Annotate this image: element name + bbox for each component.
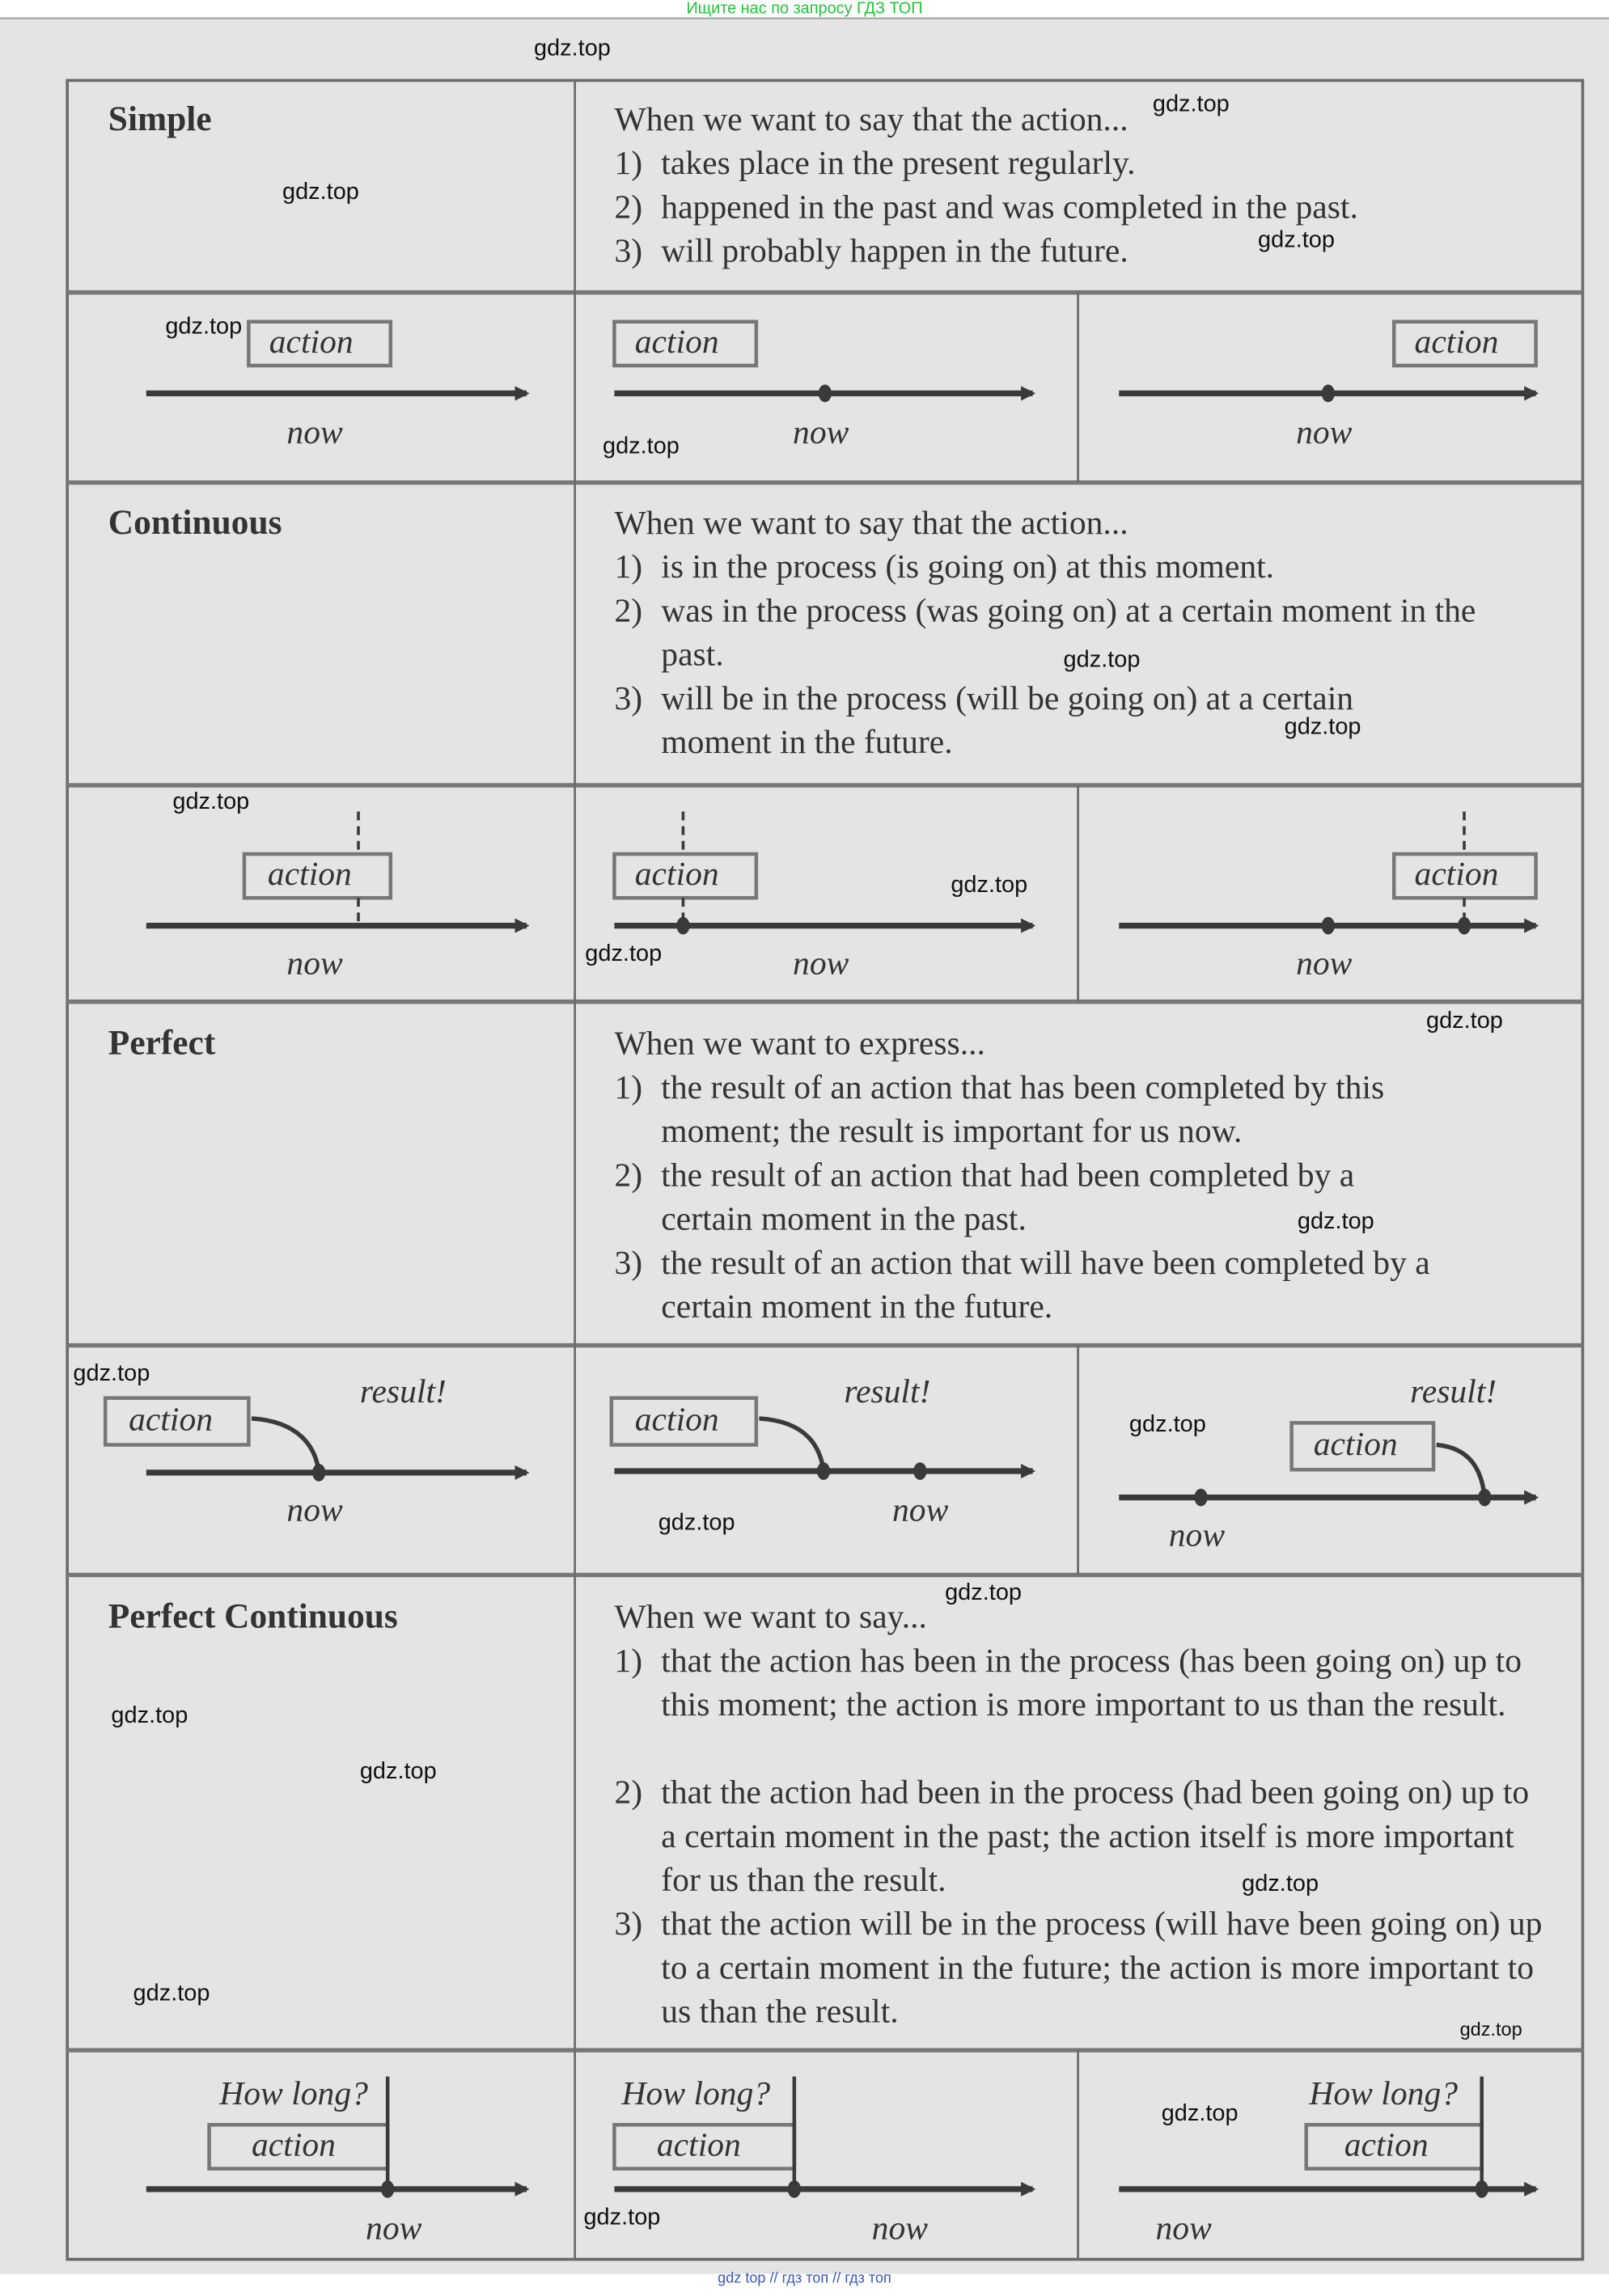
item-number: 1) [614, 548, 643, 586]
section-title-simple: Simple [108, 100, 212, 139]
action-label: action [634, 323, 719, 360]
watermark: gdz.top [658, 1510, 735, 1536]
watermark: gdz.top [602, 434, 680, 459]
continuous-intro: When we want to say that the action... [614, 504, 1128, 542]
watermark: gdz.top [1161, 2101, 1239, 2127]
item-number: 3) [614, 679, 643, 717]
action-label: action [656, 2126, 741, 2163]
watermark: gdz.top [282, 180, 359, 205]
item-number: 1) [614, 145, 643, 182]
action-label: action [1414, 855, 1499, 893]
perfect-continuous-item: that the action has been in the process (has been going on) up to this moment; the action is more important to us than the result. [661, 1642, 1522, 1723]
watermark: gdz.top [1297, 1209, 1374, 1235]
item-number: 2) [614, 1156, 643, 1194]
watermark: gdz.top [1242, 1871, 1319, 1897]
simple-item: takes place in the present regularly. [661, 145, 1136, 182]
section-title-continuous: Continuous [108, 504, 282, 543]
result-curves [252, 1419, 1484, 1498]
now-label: now [1296, 945, 1353, 982]
continuous-item: will be in the process (will be going on) at a certain moment in the future. [661, 679, 1354, 761]
watermark: gdz.top [111, 1703, 188, 1729]
watermark: gdz.top [1152, 91, 1230, 117]
result-label: result! [1410, 1372, 1497, 1410]
simple-item: will probably happen in the future. [661, 232, 1128, 269]
perfect-continuous-item: that the action had been in the process (had been going on) up to a certain moment in the past; the action itself is more important for us than the result. [661, 1774, 1530, 1899]
item-number: 1) [614, 1642, 643, 1679]
action-label: action [634, 1401, 719, 1438]
perfect-item: the result of an action that has been completed by this moment; the result is important for us now. [661, 1068, 1385, 1150]
footer-links[interactable]: gdz top // гдз топ // гдз топ [718, 2271, 891, 2288]
now-label: now [793, 945, 849, 982]
watermark: gdz.top [945, 1580, 1022, 1606]
watermark: gdz.top [1425, 1008, 1503, 1034]
now-label: now [1296, 413, 1353, 450]
result-label: result! [359, 1372, 447, 1410]
now-label: now [286, 413, 343, 450]
now-label: now [286, 1491, 343, 1529]
watermark: gdz.top [1284, 715, 1361, 740]
item-number: 3) [614, 1244, 643, 1281]
watermark: gdz.top [1128, 1412, 1206, 1438]
dashed-moment-lines [358, 812, 1464, 926]
perfect-intro: When we want to express... [614, 1025, 985, 1062]
action-label: action [129, 1401, 214, 1438]
watermark: gdz.top [533, 36, 611, 61]
item-number: 2) [614, 188, 643, 226]
perfect-item: the result of an action that had been completed by a certain moment in the past. [661, 1156, 1355, 1237]
simple-item: happened in the past and was completed in the past. [661, 188, 1358, 226]
now-label: now [1155, 2209, 1212, 2247]
watermark: gdz.top [165, 314, 243, 340]
action-label: action [267, 855, 352, 893]
watermark: gdz.top [951, 873, 1028, 899]
perfect-continuous-intro: When we want to say... [614, 1598, 927, 1635]
continuous-item: was in the process (was going on) at a certain moment in the past. [661, 592, 1476, 673]
section-title-perfect: Perfect [108, 1025, 216, 1063]
watermark: gdz.top [73, 1361, 150, 1387]
item-number: 1) [614, 1068, 643, 1106]
search-banner[interactable]: Ищите нас по запросу ГДЗ ТОП [686, 0, 923, 18]
action-label: action [1414, 323, 1499, 360]
perfect-item: the result of an action that will have been completed by a certain moment in the future. [661, 1244, 1430, 1326]
item-number: 3) [614, 232, 643, 269]
how-long-label: How long? [1309, 2074, 1459, 2112]
now-label: now [793, 413, 849, 450]
watermark: gdz.top [359, 1759, 437, 1785]
item-number: 2) [614, 592, 643, 629]
watermark: gdz.top [133, 1981, 210, 2006]
now-label: now [892, 1491, 949, 1529]
result-label: result! [844, 1372, 931, 1410]
how-long-label: How long? [621, 2074, 771, 2112]
action-label: action [252, 2126, 336, 2163]
perfect-continuous-item: that the action will be in the process (will have been going on) up to a certain moment in the future; the action is more important to us than the result. [661, 1905, 1543, 2030]
section-title-perfect-continuous: Perfect Continuous [108, 1598, 398, 1637]
how-long-label: How long? [219, 2074, 368, 2112]
item-number: 2) [614, 1774, 643, 1811]
watermark: gdz.top [1258, 228, 1335, 253]
simple-intro: When we want to say that the action... [614, 100, 1128, 137]
now-label: now [1168, 1516, 1226, 1554]
now-label: now [366, 2209, 422, 2247]
watermark: gdz.top [583, 2205, 661, 2230]
continuous-item: is in the process (is going on) at this moment. [661, 548, 1275, 586]
action-label: action [1313, 1425, 1398, 1463]
now-label: now [286, 945, 343, 982]
item-number: 3) [614, 1905, 643, 1943]
now-label: now [871, 2209, 929, 2247]
watermark: gdz.top [1063, 648, 1141, 673]
action-label: action [269, 323, 354, 360]
action-label: action [1344, 2126, 1429, 2163]
watermark: gdz.top [585, 941, 663, 967]
watermark: gdz.top [1459, 2018, 1522, 2040]
watermark: gdz.top [172, 789, 250, 815]
action-label: action [634, 855, 719, 893]
